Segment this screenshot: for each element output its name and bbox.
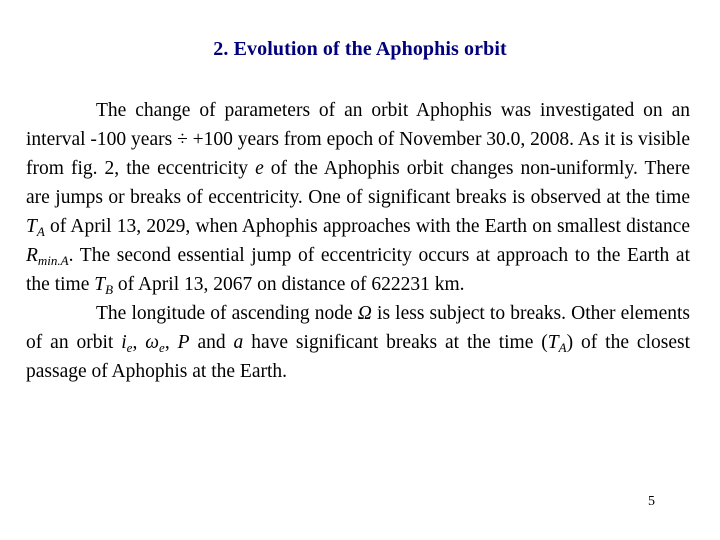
time-tb-symbol	[94, 274, 113, 295]
text-run: of April 13, 2029, when Aphophis approaches with the Earth on smallest distance	[44, 216, 690, 237]
symbol-base: T	[26, 216, 37, 237]
eccentricity-symbol: e	[255, 158, 264, 179]
symbol-subscript: min.A	[37, 253, 69, 268]
body-text	[26, 96, 690, 386]
text-run: of April 13, 2067 on distance of 622231 km.	[113, 274, 465, 295]
text-run: ,	[164, 332, 178, 353]
page-number: 5	[648, 494, 655, 509]
symbol-base: ω	[145, 332, 160, 353]
time-ta-symbol	[26, 216, 45, 237]
symbol-subscript: e	[126, 340, 133, 355]
text-run: ) of the closest passage of Aphophis at the Earth.	[26, 332, 691, 382]
text-run: and	[189, 332, 234, 353]
perihelion-argument-symbol	[145, 332, 165, 353]
time-ta-symbol	[548, 332, 567, 353]
period-symbol: P	[177, 332, 190, 353]
symbol-subscript: e	[159, 340, 165, 355]
paragraph-orbit-investigation	[26, 96, 690, 299]
symbol-base: T	[547, 332, 559, 353]
paragraph-ascending-node	[26, 299, 690, 386]
text-run: ,	[132, 332, 146, 353]
text-run: The change of parameters of an orbit Aphophis was investigated on an interval -100 years ÷ +100 years from epoch of November 30.0, 2008. As it is visible from fig. 2, the eccentricity	[26, 100, 690, 179]
text-run: have significant breaks at the time (	[243, 332, 548, 353]
symbol-subscript: A	[36, 224, 45, 239]
omega-symbol: Ω	[357, 303, 372, 324]
inclination-symbol	[121, 332, 132, 353]
semimajor-axis-symbol: a	[233, 332, 244, 353]
symbol-base: R	[26, 245, 38, 266]
slide-title: 2. Evolution of the Aphophis orbit	[213, 38, 507, 60]
text-run: . The second essential jump of eccentricity occurs at approach to the Earth at the time	[26, 245, 690, 295]
symbol-base: i	[121, 332, 127, 353]
symbol-subscript: A	[558, 340, 567, 355]
symbol-base: T	[94, 274, 106, 295]
symbol-subscript: B	[105, 282, 114, 297]
text-run: is less subject to breaks. Other elements of an orbit	[26, 303, 690, 353]
rmin-symbol	[26, 245, 69, 266]
text-run: of the Aphophis orbit changes non-uniformly. There are jumps or breaks of eccentricity. One of significant breaks is observed at the time	[26, 158, 690, 208]
text-run: The longitude of ascending node	[96, 303, 358, 324]
